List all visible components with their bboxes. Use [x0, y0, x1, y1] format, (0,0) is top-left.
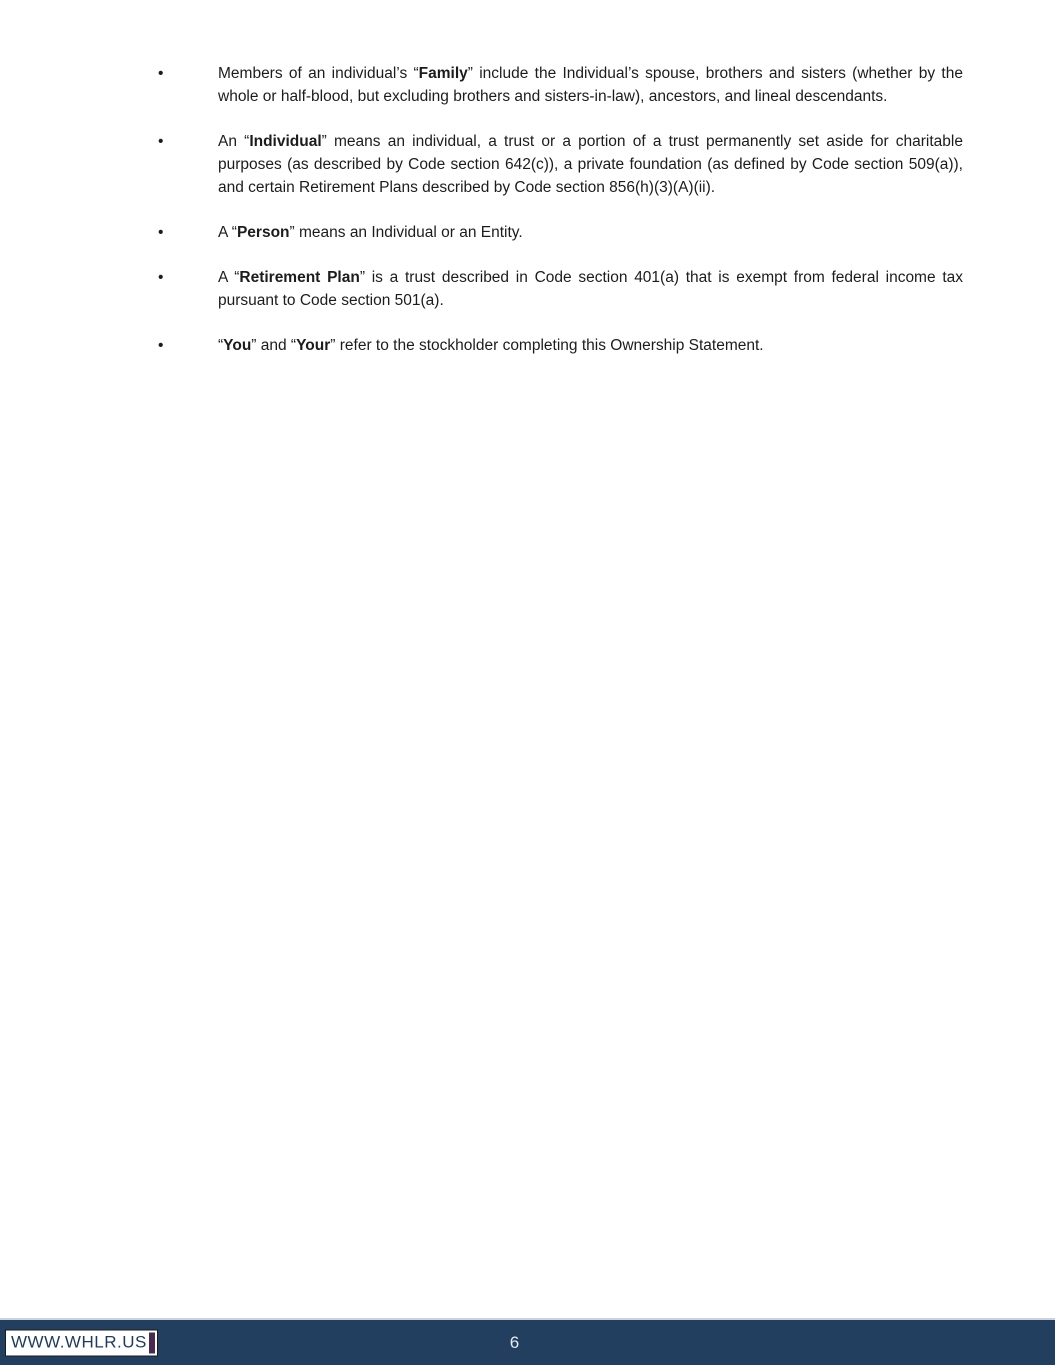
bullet-text: “You” and “Your” refer to the stockholder completing this Ownership Statement. [218, 337, 764, 354]
bullet-text: A “Person” means an Individual or an Entity. [218, 224, 523, 241]
list-item [0, 266, 1055, 312]
bullet-icon: • [158, 133, 164, 150]
bullet-icon: • [158, 224, 164, 241]
bullet-icon: • [158, 337, 164, 354]
bullet-list [0, 62, 1055, 379]
page-number: 6 [509, 1332, 520, 1352]
bullet-text: An “Individual” means an individual, a trust or a portion of a trust permanently set aside for charitable purposes (as described by Code section 642(c)), a private foundation (as defined by Code section 509(a)), and certain Retirement Plans described by Code section 856(h)(3)(A)(ii). [218, 133, 963, 196]
footer-bar [0, 1318, 1055, 1365]
bullet-text: Members of an individual’s “Family” include the Individual’s spouse, brothers and sisters (whether by the whole or half-blood, but excluding brothers and sisters-in-law), ancestors, and lineal descendants. [218, 65, 963, 105]
bullet-icon: • [158, 65, 164, 82]
list-item [0, 334, 1055, 357]
list-item [0, 130, 1055, 199]
footer-url-text: WWW.WHLR.US [11, 1332, 147, 1352]
bullet-icon: • [158, 269, 164, 286]
list-item [0, 62, 1055, 108]
bullet-text: A “Retirement Plan” is a trust described in Code section 401(a) that is exempt from federal income tax pursuant to Code section 501(a). [218, 269, 963, 309]
list-item [0, 221, 1055, 244]
